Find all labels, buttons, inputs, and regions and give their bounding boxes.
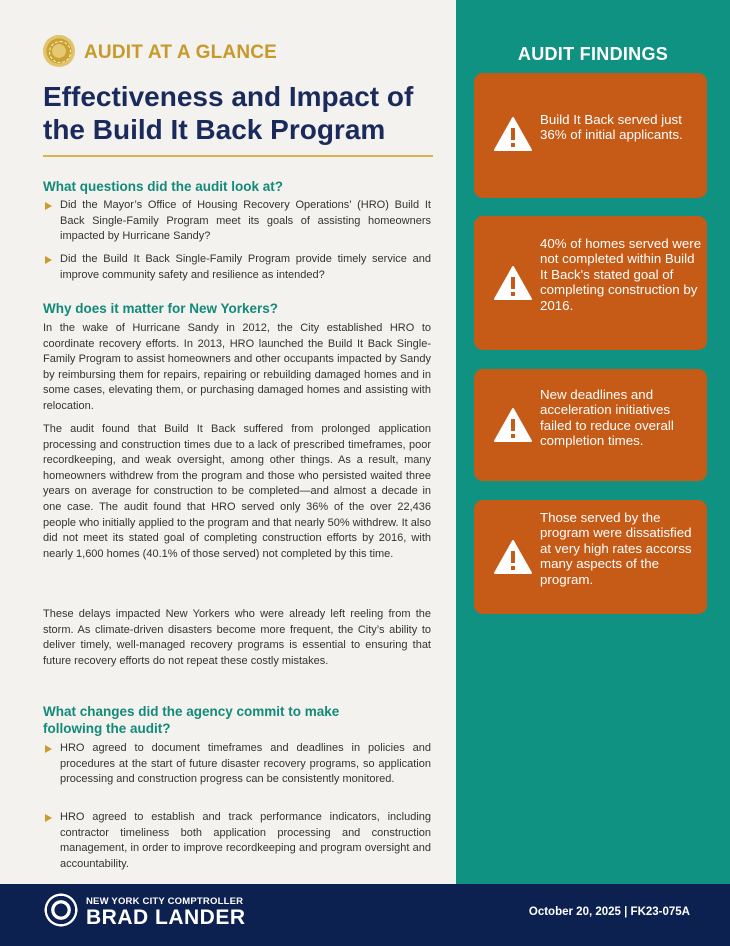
- finding-card: [474, 369, 707, 481]
- why-paragraph: In the wake of Hurricane Sandy in 2012, the City established HRO to coordinate recovery efforts. In 2013, HRO launched the Build It Back Single-Family Program to assist homeowners and other occupants impacted by Sandy by reimbursing them for repairs, repairing or rebuilding damaged homes and in some cases, elevating them, or purchasing damaged homes and assisting with relocation.: [43, 322, 431, 412]
- change-item: HRO agreed to document timeframes and deadlines in policies and procedures at the start of future disaster recovery programs, so application processing and construction progress can be consistently monitored.: [43, 741, 431, 788]
- warning-triangle-icon: [493, 265, 533, 301]
- bullet-triangle-icon: [45, 202, 52, 210]
- why-paragraph: These delays impacted New Yorkers who were already left reeling from the storm. As climate-driven disasters become more frequent, the City’s ability to deliver timely, well-managed recovery programs is essential to ensuring that future recovery efforts do not repeat these costly mistakes.: [43, 608, 431, 667]
- warning-triangle-icon: [493, 539, 533, 575]
- changes-heading: What changes did the agency commit to make following the audit?: [43, 704, 340, 736]
- city-seal-icon: [43, 892, 79, 928]
- audit-badge-label: AUDIT AT A GLANCE: [84, 42, 278, 63]
- bullet-triangle-icon: [45, 256, 52, 264]
- title-line-1: Effectiveness and Impact of: [43, 81, 414, 112]
- title-line-2: the Build It Back Program: [43, 114, 386, 145]
- comptroller-office: NEW YORK CITY COMPTROLLER: [86, 896, 244, 907]
- findings-heading: AUDIT FINDINGS: [517, 44, 669, 64]
- finding-text: New deadlines and acceleration initiatives failed to reduce overall completion times.: [540, 387, 674, 449]
- report-date-reference: October 20, 2025 | FK23-075A: [528, 906, 690, 918]
- bullet-triangle-icon: [45, 745, 52, 753]
- change-item: HRO agreed to establish and track performance indicators, including contractor timeliness both application processing and construction management, in order to improve recordkeeping and program oversight and accountability.: [43, 810, 431, 872]
- finding-card: [474, 73, 707, 198]
- title-divider: [43, 155, 433, 157]
- warning-triangle-icon: [493, 116, 533, 152]
- comptroller-seal-icon: [43, 35, 75, 67]
- comptroller-name: BRAD LANDER: [86, 906, 246, 929]
- finding-card: [474, 216, 707, 350]
- finding-card: [474, 500, 707, 614]
- why-heading: Why does it matter for New Yorkers?: [43, 301, 279, 316]
- bullet-triangle-icon: [45, 814, 52, 822]
- why-paragraph: The audit found that Build It Back suffered from prolonged application processing and construction times due to a lack of prescribed timeframes, poor recordkeeping, and weak oversight, among other things. As a result, many homeowners withdrew from the program and those who persisted waited three years on average for construction to be completed—and almost a decade in one case. The audit found that HRO served only 36% of the over 22,436 people who initially applied to the program and that nearly 50% withdrew. It also did not meet its stated goal of completing construction efforts by 2016, with nearly 1,600 homes (40.1% of those served) not completed by this time.: [43, 423, 431, 560]
- finding-text: Those served by the program were dissatisfied at very high rates accorss many aspects of the program.: [540, 510, 692, 587]
- question-item: Did the Build It Back Single-Family Program provide timely service and improve community safety and resilience as intended?: [43, 252, 431, 283]
- question-item: Did the Mayor’s Office of Housing Recovery Operations’ (HRO) Build It Back Single-Family Program meet its goals of assisting homeowners impacted by Hurricane Sandy?: [43, 198, 431, 245]
- questions-heading: What questions did the audit look at?: [43, 179, 283, 194]
- finding-text: 40% of homes served were not completed within Build It Back's stated goal of completing construction by 2016.: [540, 236, 702, 313]
- page-title: [43, 80, 443, 146]
- finding-text: Build It Back served just 36% of initial applicants.: [540, 112, 683, 143]
- warning-triangle-icon: [493, 407, 533, 443]
